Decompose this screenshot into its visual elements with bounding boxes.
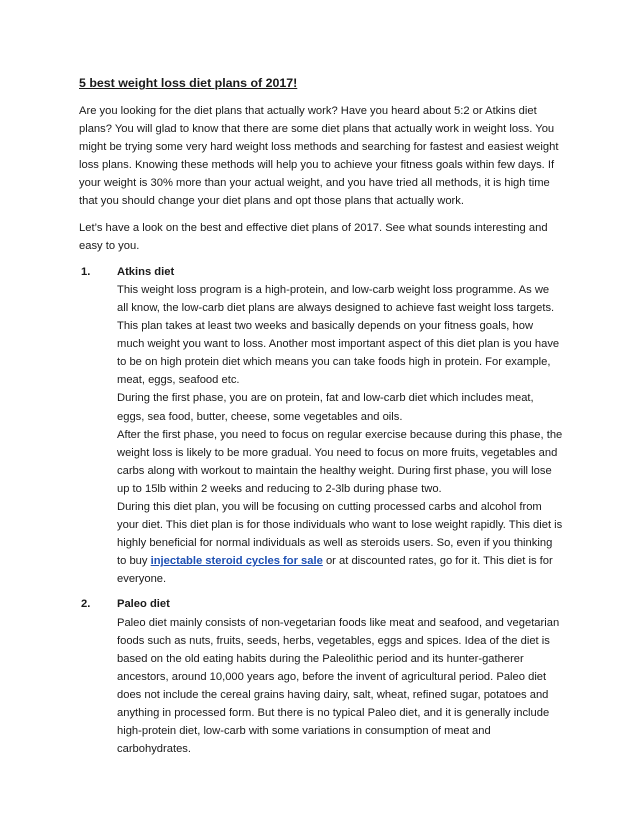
intro-paragraph: Are you looking for the diet plans that actually work? Have you heard about 5:2 or Atkins diet plans? You will glad to know that there are some diet plans that actually work in weight loss. You might be trying some very hard weight loss methods and searching for fastest and easiest weight loss plans. Knowing these methods will help you to achieve your fitness goals within few days. If your weight is 30% more than your actual weight, and you have tried all methods, it is high time that you should change your diet plans and opt those plans that actually work. bbox=[79, 105, 559, 208]
lead-paragraph: Let’s have a look on the best and effective diet plans of 2017. See what sounds interesting and easy to you. bbox=[79, 221, 548, 252]
list-item-atkins bbox=[79, 263, 563, 589]
atkins-p4-before-link: During this diet plan, you will be focusing on cutting processed carbs and alcohol from your diet. This diet plan is for those individuals who want to lose weight rapidly. This diet is highly beneficial for normal individuals as well as steroids users. So, even if you thinking to buy bbox=[117, 500, 563, 568]
diet-plan-list bbox=[79, 263, 563, 759]
atkins-paragraph-4 bbox=[117, 498, 563, 588]
atkins-paragraph-3: After the first phase, you need to focus on regular exercise because during this phase, the weight loss is likely to be more gradual. You need to focus on more fruits, vegetables and carbs along with workout to maintain the healthy weight. During first phase, you will lose up to 15lb within 2 weeks and reducing to 2-3lb during phase two. bbox=[117, 428, 563, 495]
list-number: 1. bbox=[81, 265, 91, 278]
steroid-cycles-link[interactable]: injectable steroid cycles for sale bbox=[150, 555, 323, 568]
paleo-paragraph-1: Paleo diet mainly consists of non-vegetarian foods like meat and seafood, and vegetarian foods such as nuts, fruits, seeds, herbs, vegetables, eggs and spices. Idea of the diet is based on the old eating habits during the Paleolithic period and its hunter-gatherer ancestors, around 10,000 years ago, before the invent of agricultural period. Paleo diet does not include the cereal grains having dairy, salt, wheat, refined sugar, potatoes and anything in processed form. But there is no typical Paleo diet, and it is generally include high-protein diet, low-carb with some variations in consumption of meat and carbohydrates. bbox=[117, 616, 560, 756]
atkins-p4-after-link: or at discounted rates, go for it. This diet is for everyone. bbox=[117, 555, 553, 586]
list-number: 2. bbox=[81, 598, 91, 611]
atkins-paragraph-1: This weight loss program is a high-protein, and low-carb weight loss programme. As we all know, the low-carb diet plans are always designed to achieve fast weight loss targets. This plan takes at least two weeks and basically depends on your fitness goals, how much weight you want to loss. Another most important aspect of this diet plan is you have to be on high protein diet which means you can take foods high in protein. For example, meat, eggs, seafood etc. bbox=[117, 283, 560, 387]
page-title: 5 best weight loss diet plans of 2017! bbox=[79, 76, 298, 90]
plan-title-atkins: Atkins diet bbox=[117, 265, 175, 278]
list-item-paleo bbox=[79, 595, 563, 758]
plan-title-paleo: Paleo diet bbox=[117, 598, 170, 611]
document-page bbox=[79, 74, 563, 758]
atkins-paragraph-2: During the first phase, you are on protein, fat and low-carb diet which includes meat, eggs, sea food, butter, cheese, some vegetables and oils. bbox=[117, 392, 534, 423]
